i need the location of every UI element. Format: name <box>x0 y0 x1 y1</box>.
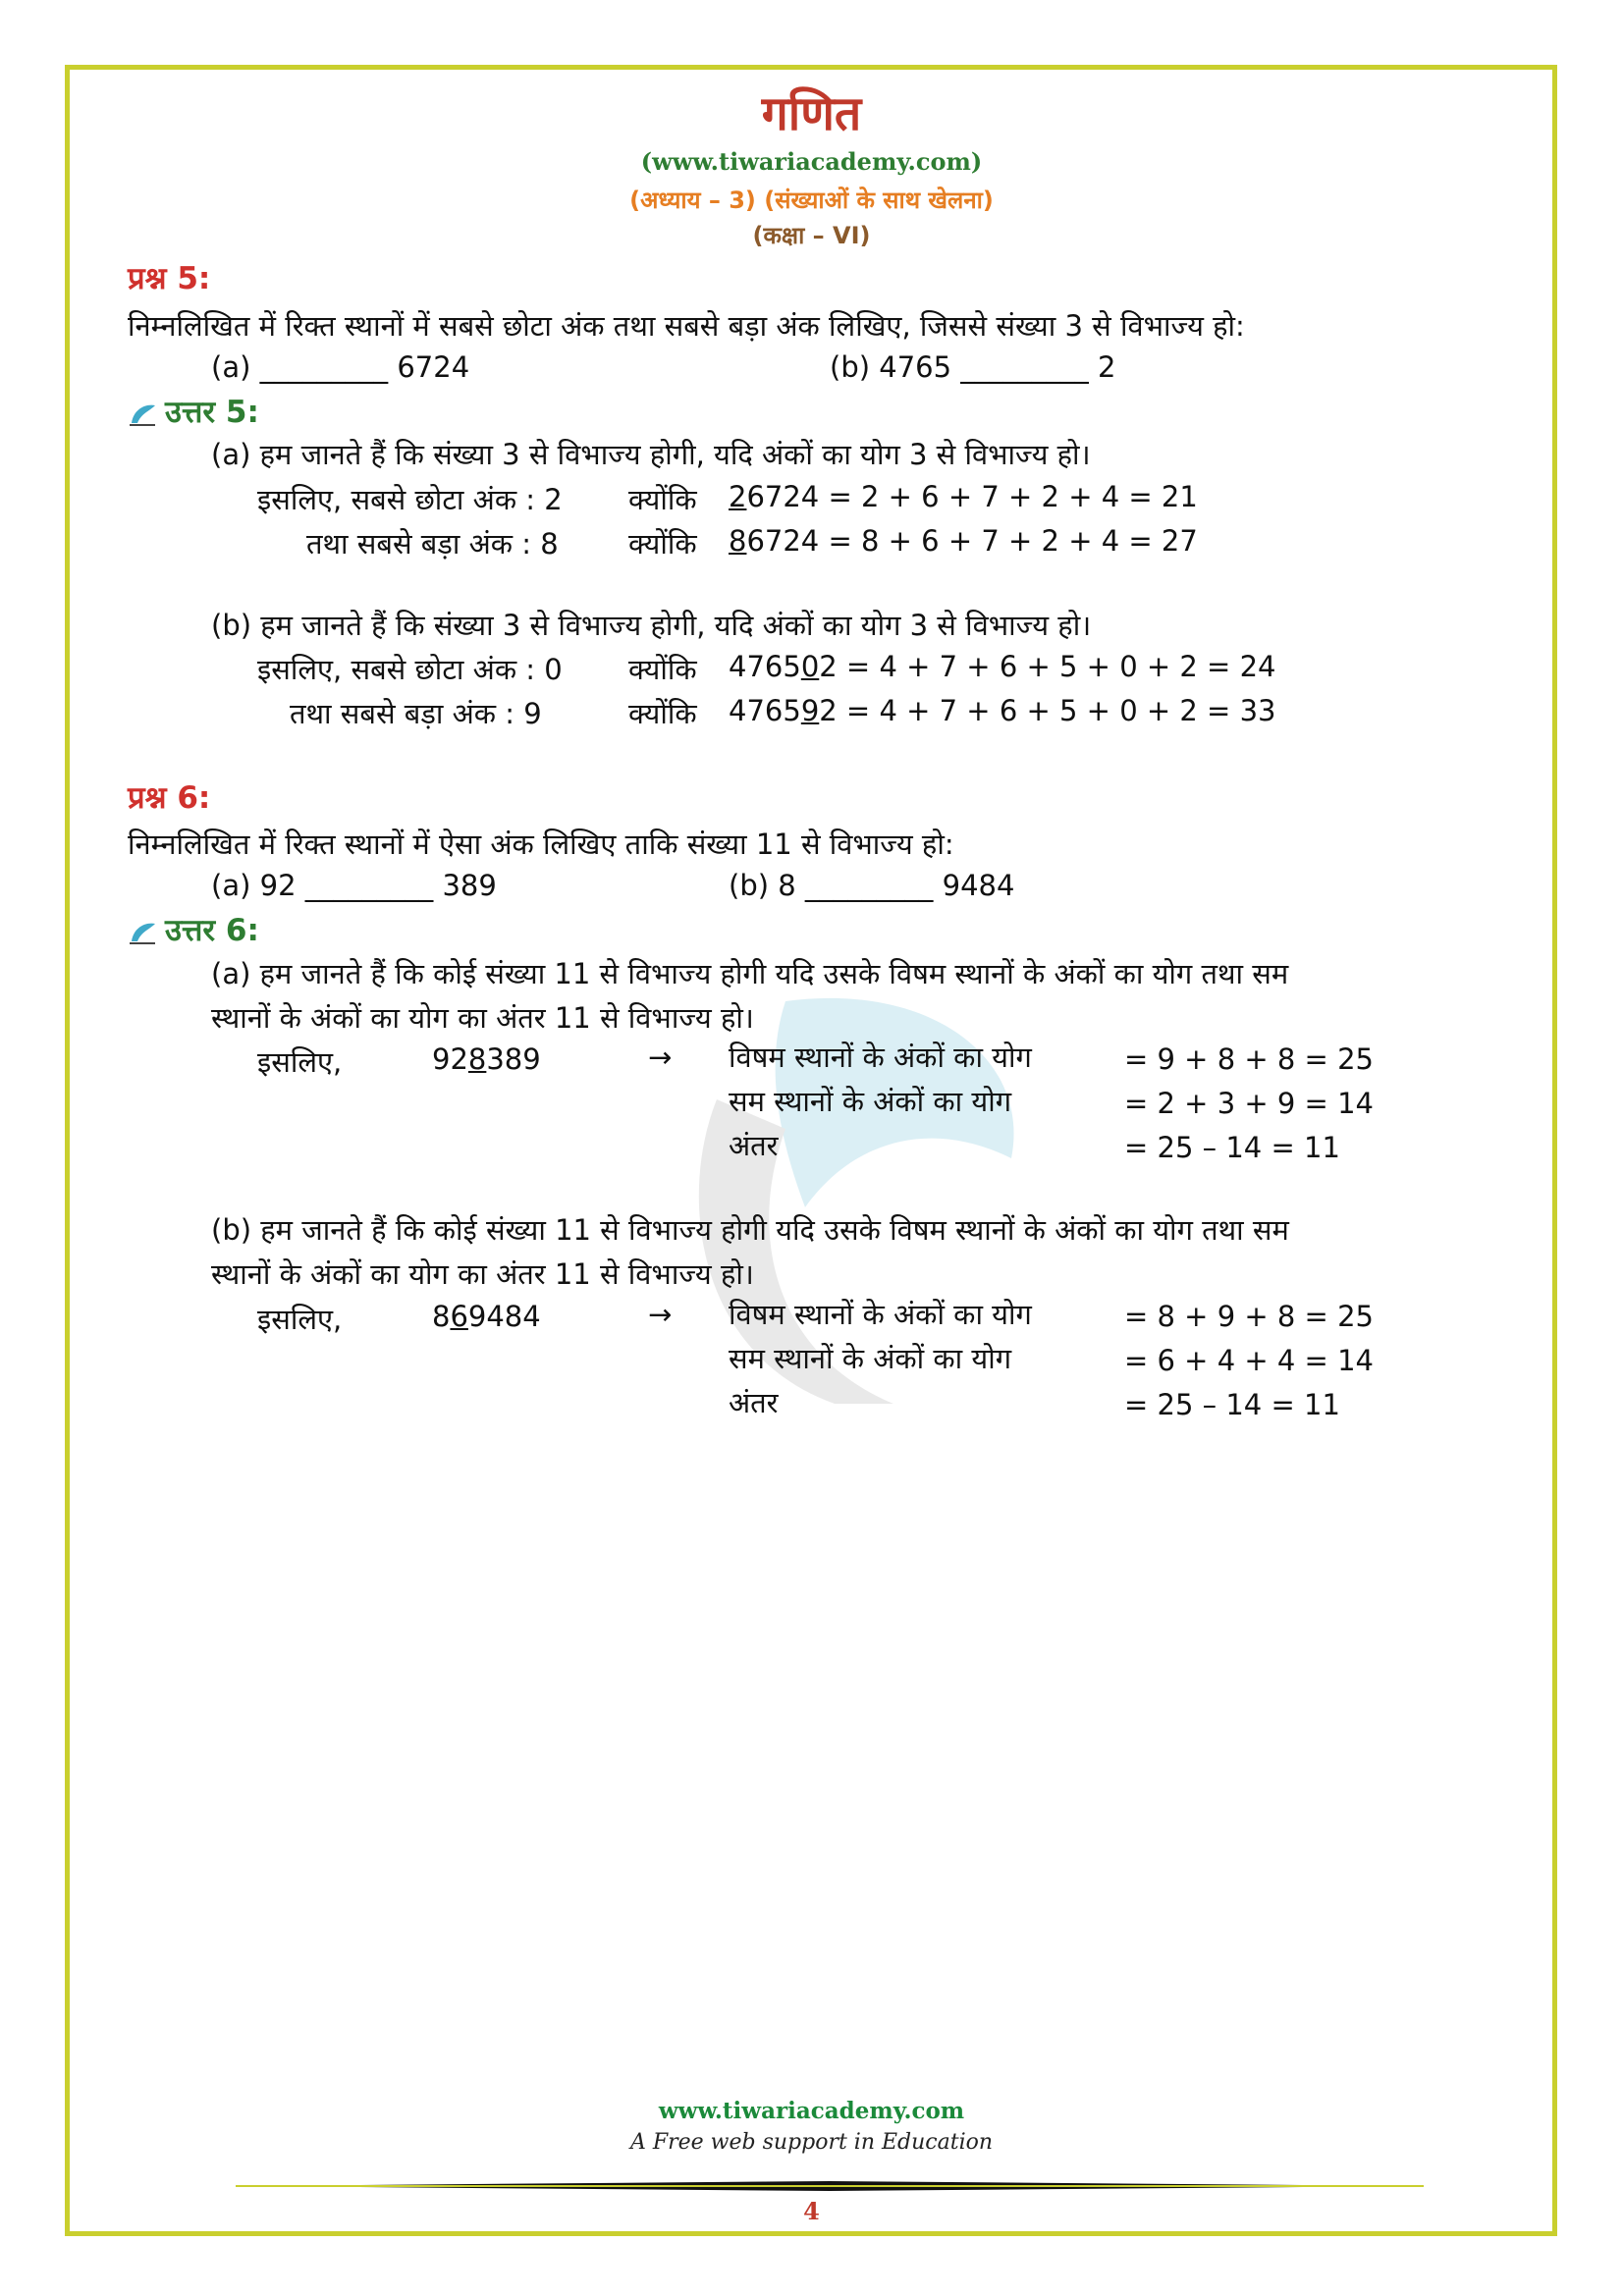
answer-6b-odd-label: विषम स्थानों के अंकों का योग <box>729 1298 1032 1331</box>
answer-6b-intro-line1: (b) हम जानते हैं कि कोई संख्या 11 से विभाज्य होगी यदि उसके विषम स्थानों के अंकों का योग तथा सम <box>211 1213 1289 1247</box>
footer-website: www.tiwariacademy.com <box>658 2098 965 2124</box>
answer-6a-intro-line2: स्थानों के अंकों का योग का अंतर 11 से विभाज्य हो। <box>211 1001 754 1035</box>
question-6-option-a: (a) 92 _________ 389 <box>211 869 497 902</box>
answer-5-heading <box>128 391 259 432</box>
answer-5a-intro: (a) हम जानते हैं कि संख्या 3 से विभाज्य होगी, यदि अंकों का योग 3 से विभाज्य हो। <box>211 438 1091 471</box>
question-6-heading: प्रश्न 6: <box>128 780 211 816</box>
answer-6a-therefore: इसलिए, <box>257 1045 343 1079</box>
footer-divider <box>236 2181 1424 2191</box>
answer-5a-largest-because: क्योंकि <box>628 527 697 561</box>
answer-6b-even-value: = 6 + 4 + 4 = 14 <box>1124 1344 1374 1377</box>
question-6-text: निम्नलिखित में रिक्त स्थानों में ऐसा अंक लिखिए ताकि संख्या 11 से विभाज्य हो: <box>128 828 954 861</box>
class-label: (कक्षा – VI) <box>752 222 871 249</box>
answer-6-label: उत्तर 6: <box>165 913 259 948</box>
answer-6b-odd-value: = 8 + 9 + 8 = 25 <box>1124 1300 1374 1333</box>
answer-6a-odd-label: विषम स्थानों के अंकों का योग <box>729 1041 1032 1074</box>
answer-6a-intro-line1: (a) हम जानते हैं कि कोई संख्या 11 से विभाज्य होगी यदि उसके विषम स्थानों के अंकों का योग तथा सम <box>211 957 1289 990</box>
answer-6-heading <box>128 909 259 950</box>
answer-5b-largest-calc: 476592 = 4 + 7 + 6 + 5 + 0 + 2 = 33 <box>729 694 1276 727</box>
answer-6b-diff-label: अंतर <box>729 1386 779 1419</box>
footer-tagline: A Free web support in Education <box>629 2130 994 2155</box>
answer-6a-odd-value: = 9 + 8 + 8 = 25 <box>1124 1042 1374 1076</box>
arrow-icon: → <box>648 1041 673 1074</box>
answer-5a-largest-calc: 86724 = 8 + 6 + 7 + 2 + 4 = 27 <box>729 524 1198 558</box>
answer-6b-therefore: इसलिए, <box>257 1303 343 1336</box>
question-5-option-a: (a) _________ 6724 <box>211 350 470 384</box>
answer-5-label: उत्तर 5: <box>165 395 259 430</box>
academy-logo-icon <box>128 920 157 945</box>
page-number: 4 <box>803 2197 820 2225</box>
answer-5b-smallest-label: इसलिए, सबसे छोटा अंक : 0 <box>257 653 563 686</box>
answer-6b-number: 869484 <box>432 1300 541 1333</box>
header-website: (www.tiwariacademy.com) <box>640 147 983 176</box>
answer-5a-smallest-calc: 26724 = 2 + 6 + 7 + 2 + 4 = 21 <box>729 480 1198 513</box>
question-5-heading: प्रश्न 5: <box>128 261 211 296</box>
answer-5b-smallest-calc: 476502 = 4 + 7 + 6 + 5 + 0 + 2 = 24 <box>729 650 1276 683</box>
question-6-option-b: (b) 8 _________ 9484 <box>729 869 1015 902</box>
answer-5b-largest-label: तथा सबसे बड़ा अंक : 9 <box>290 697 542 730</box>
answer-5a-smallest-because: क्योंकि <box>628 483 697 516</box>
answer-6b-intro-line2: स्थानों के अंकों का योग का अंतर 11 से विभाज्य हो। <box>211 1257 754 1291</box>
answer-5a-largest-label: तथा सबसे बड़ा अंक : 8 <box>306 527 559 561</box>
answer-6a-even-label: सम स्थानों के अंकों का योग <box>729 1085 1012 1118</box>
answer-5a-smallest-label: इसलिए, सबसे छोटा अंक : 2 <box>257 483 563 516</box>
answer-6b-even-label: सम स्थानों के अंकों का योग <box>729 1342 1012 1375</box>
answer-6a-even-value: = 2 + 3 + 9 = 14 <box>1124 1087 1374 1120</box>
answer-6a-diff-value: = 25 – 14 = 11 <box>1124 1131 1340 1164</box>
answer-5b-intro: (b) हम जानते हैं कि संख्या 3 से विभाज्य होगी, यदि अंकों का योग 3 से विभाज्य हो। <box>211 609 1092 642</box>
question-5-option-b: (b) 4765 _________ 2 <box>830 350 1116 384</box>
academy-logo-icon <box>128 401 157 427</box>
answer-5b-smallest-because: क्योंकि <box>628 653 697 686</box>
page-title: गणित <box>761 86 862 141</box>
answer-6a-diff-label: अंतर <box>729 1129 779 1162</box>
answer-6b-diff-value: = 25 – 14 = 11 <box>1124 1388 1340 1421</box>
chapter-label: (अध्याय – 3) (संख्याओं के साथ खेलना) <box>629 187 994 214</box>
arrow-icon: → <box>648 1298 673 1331</box>
answer-6a-number: 928389 <box>432 1042 541 1076</box>
question-5-text: निम्नलिखित में रिक्त स्थानों में सबसे छोटा अंक तथा सबसे बड़ा अंक लिखिए, जिससे संख्या 3 से विभाज्य हो: <box>128 309 1245 343</box>
answer-5b-largest-because: क्योंकि <box>628 697 697 730</box>
